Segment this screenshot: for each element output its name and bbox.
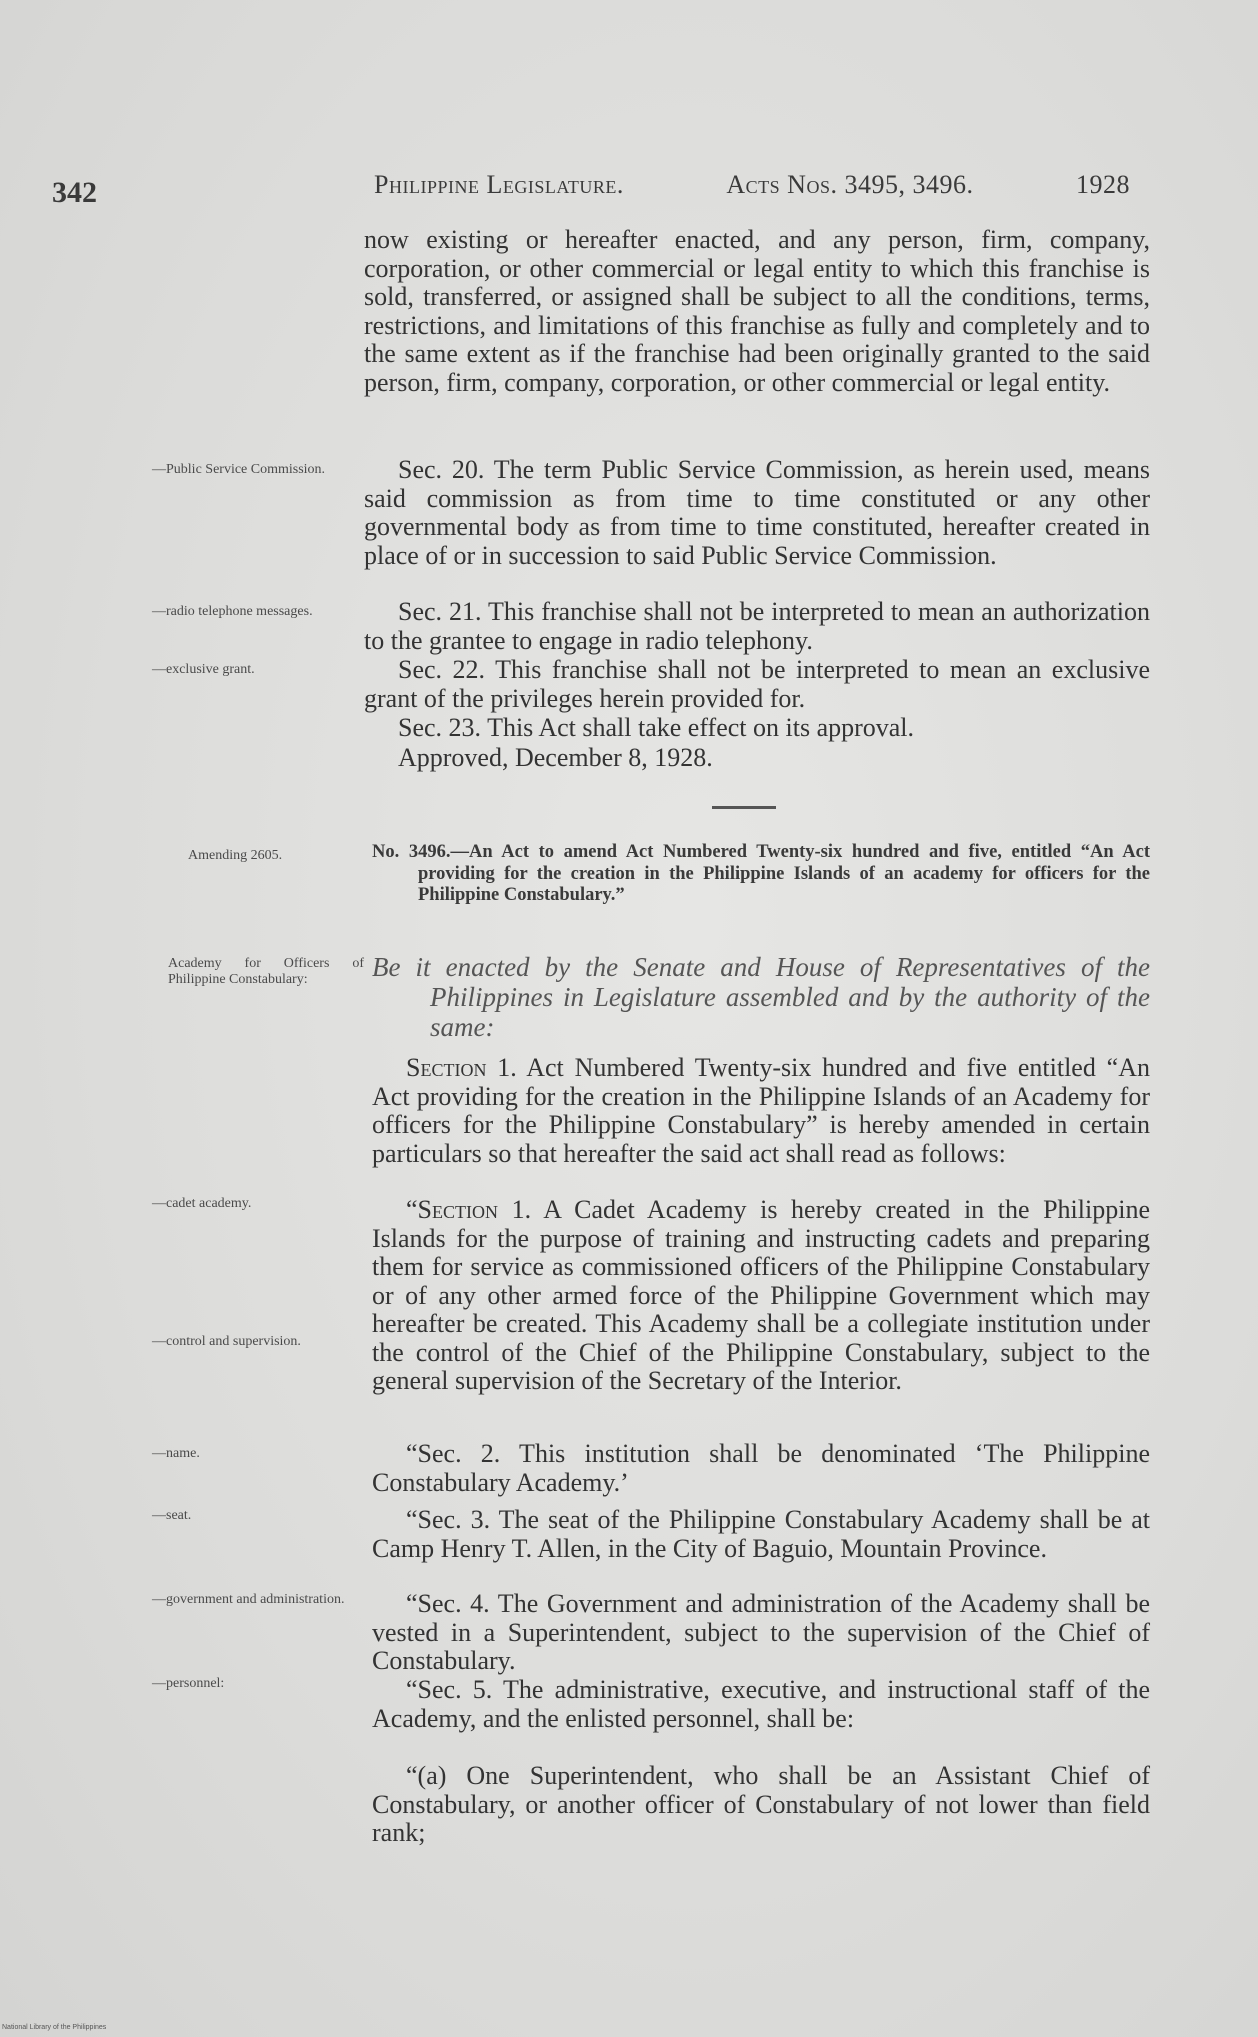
amended-section-5: “Sec. 5. The administrative, executive, and instructional staff of the Academy, and the enlisted personnel, shall be: [372,1675,1150,1733]
amended-section-5a: “(a) One Superintendent, who shall be an Assistant Chief of Constabulary, or another officer of Constabulary of not lower than field rank; [372,1761,1150,1847]
section-divider [712,806,776,809]
approved-line: Approved, December 8, 1928. [398,743,713,772]
section-23: Sec. 23. This Act shall take effect on its approval. [398,713,915,742]
margin-note-seat: —seat. [152,1508,192,1523]
margin-note-government: —government and administration. [152,1592,345,1607]
margin-note-control: —control and supervision. [152,1334,301,1349]
running-head [374,170,1130,200]
section-21: Sec. 21. This franchise shall not be interpreted to mean an authorization to the grantee to engage in radio telephony. [364,597,1150,655]
margin-note-personnel: —personnel: [152,1676,225,1691]
act-section-1: Section 1. Act Numbered Twenty-six hundred and five entitled “An Act providing for the creation in the Philippine Islands of an Academy for officers for the Philippine Constabulary” is hereby amended in certain particulars so that hereafter the said act shall read as follows: [372,1053,1150,1168]
margin-note-exclusive: —exclusive grant. [152,662,255,677]
margin-note-radio: —radio telephone messages. [152,604,313,619]
running-head-acts: Acts Nos. 3495, 3496. [726,170,974,199]
running-head-year: 1928 [1076,170,1130,199]
amended-section-2: “Sec. 2. This institution shall be denominated ‘The Philippine Constabulary Academy.’ [372,1439,1150,1497]
running-head-title: Philippine Legislature. [374,170,624,199]
margin-note-amending: Amending 2605. [188,848,283,863]
act-title: No. 3496.—An Act to amend Act Numbered Twenty-six hundred and five, entitled “An Act providing for the creation in the Philippine Islands of an academy for officers for the Philippine Constabulary.” [372,842,1150,905]
section-20: Sec. 20. The term Public Service Commission, as herein used, means said commission as from time to time constituted or any other governmental body as from time to time constituted, hereafter created in place of or in succession to said Public Service Commission. [364,455,1150,570]
amended-section-3: “Sec. 3. The seat of the Philippine Constabulary Academy shall be at Camp Henry T. Allen, in the City of Baguio, Mountain Province. [372,1505,1150,1563]
section-22: Sec. 22. This franchise shall not be interpreted to mean an exclusive grant of the privileges herein provided for. [364,655,1150,713]
margin-note-cadet: —cadet academy. [152,1196,252,1211]
margin-note-name: —name. [152,1446,200,1461]
enacting-clause: Be it enacted by the Senate and House of Representatives of the Philippines in Legislature assembled and by the authority of the same: [372,952,1150,1042]
continuation-paragraph: now existing or hereafter enacted, and any person, firm, company, corporation, or other commercial or legal entity to which this franchise is sold, transferred, or assigned shall be subject to all the conditions, terms, restrictions, and limitations of this franchise as fully and completely and to the same extent as if the franchise had been originally granted to the said person, firm, company, corporation, or other commercial or legal entity. [364,225,1150,397]
page-number: 342 [52,176,97,209]
amended-section-1: “Section 1. A Cadet Academy is hereby created in the Philippine Islands for the purpose of training and instructing cadets and preparing them for service as commissioned officers of the Philippine Constabulary or of any other armed force of the Philippine Government which may hereafter be created. This Academy shall be a collegiate institution under the control of the Chief of the Philippine Constabulary, subject to the general supervision of the Secretary of the Interior. [372,1195,1150,1395]
margin-note-public-service: —Public Service Commission. [152,462,326,477]
amended-section-4: “Sec. 4. The Government and administration of the Academy shall be vested in a Superintendent, subject to the supervision of the Chief of Constabulary. [372,1589,1150,1675]
margin-note-academy: Academy for Officers of Philippine Constabulary: [168,956,364,987]
footer-credit: National Library of the Philippines [2,2024,107,2031]
